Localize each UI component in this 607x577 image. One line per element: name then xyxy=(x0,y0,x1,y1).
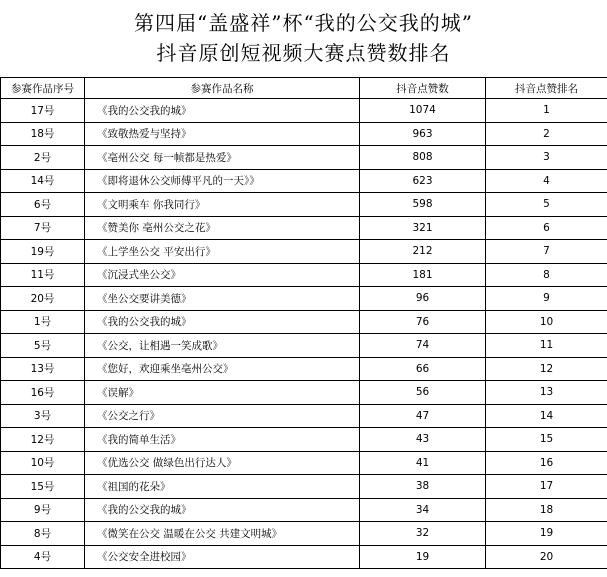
table-row xyxy=(1,99,607,123)
entry-number-cell: 11号 xyxy=(1,263,85,287)
entry-name-cell: 《微笑在公交 温暖在公交 共建文明城》 xyxy=(85,522,360,546)
title-line-1: 第四届“盖盛祥”杯“我的公交我的城” xyxy=(134,11,473,35)
likes-cell: 212 xyxy=(360,240,486,264)
table-row xyxy=(1,545,607,569)
rank-cell: 4 xyxy=(486,169,607,193)
table-header-row xyxy=(1,78,607,99)
entry-name-cell: 《误解》 xyxy=(85,381,360,405)
ranking-table xyxy=(0,77,607,569)
entry-name-cell: 《即将退休公交师傅平凡的一天》》 xyxy=(85,169,360,193)
likes-cell: 76 xyxy=(360,310,486,334)
likes-cell: 74 xyxy=(360,334,486,358)
table-row xyxy=(1,451,607,475)
likes-cell: 66 xyxy=(360,357,486,381)
likes-cell: 41 xyxy=(360,451,486,475)
entry-number-cell: 20号 xyxy=(1,287,85,311)
header-rank: 抖音点赞排名 xyxy=(486,78,607,99)
rank-cell: 18 xyxy=(486,498,607,522)
likes-cell: 56 xyxy=(360,381,486,405)
entry-number-cell: 6号 xyxy=(1,193,85,217)
likes-cell: 32 xyxy=(360,522,486,546)
entry-name-cell: 《我的简单生活》 xyxy=(85,428,360,452)
table-row xyxy=(1,193,607,217)
rank-cell: 14 xyxy=(486,404,607,428)
entry-name-cell: 《赞美你 亳州公交之花》 xyxy=(85,216,360,240)
header-entry-number: 参赛作品序号 xyxy=(1,78,85,99)
rank-cell: 17 xyxy=(486,475,607,499)
rank-cell: 15 xyxy=(486,428,607,452)
table-row xyxy=(1,216,607,240)
rank-cell: 10 xyxy=(486,310,607,334)
rank-cell: 8 xyxy=(486,263,607,287)
entry-number-cell: 7号 xyxy=(1,216,85,240)
entry-number-cell: 18号 xyxy=(1,122,85,146)
table-row xyxy=(1,357,607,381)
table-row xyxy=(1,287,607,311)
entry-name-cell: 《我的公交我的城》 xyxy=(85,498,360,522)
entry-name-cell: 《亳州公交 每一帧都是热爱》 xyxy=(85,146,360,170)
entry-name-cell: 《公交，让相遇一笑成歌》 xyxy=(85,334,360,358)
likes-cell: 808 xyxy=(360,146,486,170)
table-row xyxy=(1,428,607,452)
entry-number-cell: 10号 xyxy=(1,451,85,475)
table-row xyxy=(1,240,607,264)
entry-number-cell: 14号 xyxy=(1,169,85,193)
entry-name-cell: 《坐公交要讲美德》 xyxy=(85,287,360,311)
entry-name-cell: 《沉浸式坐公交》 xyxy=(85,263,360,287)
rank-cell: 2 xyxy=(486,122,607,146)
entry-number-cell: 12号 xyxy=(1,428,85,452)
entry-number-cell: 13号 xyxy=(1,357,85,381)
entry-name-cell: 《优选公交 做绿色出行达人》 xyxy=(85,451,360,475)
entry-name-cell: 《我的公交我的城》 xyxy=(85,99,360,123)
rank-cell: 1 xyxy=(486,99,607,123)
rank-cell: 13 xyxy=(486,381,607,405)
table-row xyxy=(1,263,607,287)
entry-number-cell: 17号 xyxy=(1,99,85,123)
likes-cell: 963 xyxy=(360,122,486,146)
rank-cell: 19 xyxy=(486,522,607,546)
rank-cell: 11 xyxy=(486,334,607,358)
likes-cell: 34 xyxy=(360,498,486,522)
entry-name-cell: 《公交安全进校园》 xyxy=(85,545,360,569)
table-row xyxy=(1,404,607,428)
title-line-2: 抖音原创短视频大赛点赞数排名 xyxy=(156,41,451,65)
entry-number-cell: 9号 xyxy=(1,498,85,522)
table-row xyxy=(1,522,607,546)
likes-cell: 38 xyxy=(360,475,486,499)
likes-cell: 19 xyxy=(360,545,486,569)
table-row xyxy=(1,381,607,405)
likes-cell: 1074 xyxy=(360,99,486,123)
entry-number-cell: 19号 xyxy=(1,240,85,264)
table-row xyxy=(1,498,607,522)
rank-cell: 16 xyxy=(486,451,607,475)
rank-cell: 5 xyxy=(486,193,607,217)
entry-name-cell: 《上学坐公交 平安出行》 xyxy=(85,240,360,264)
table-row xyxy=(1,334,607,358)
entry-number-cell: 4号 xyxy=(1,545,85,569)
rank-cell: 12 xyxy=(486,357,607,381)
likes-cell: 598 xyxy=(360,193,486,217)
likes-cell: 181 xyxy=(360,263,486,287)
table-row xyxy=(1,475,607,499)
entry-name-cell: 《致敬热爱与坚持》 xyxy=(85,122,360,146)
entry-number-cell: 16号 xyxy=(1,381,85,405)
entry-name-cell: 《文明乘车 你我同行》 xyxy=(85,193,360,217)
rank-cell: 3 xyxy=(486,146,607,170)
likes-cell: 96 xyxy=(360,287,486,311)
page-title xyxy=(0,0,607,77)
entry-number-cell: 2号 xyxy=(1,146,85,170)
likes-cell: 623 xyxy=(360,169,486,193)
entry-number-cell: 8号 xyxy=(1,522,85,546)
table-row xyxy=(1,122,607,146)
table-row xyxy=(1,146,607,170)
entry-number-cell: 1号 xyxy=(1,310,85,334)
entry-name-cell: 《我的公交我的城》 xyxy=(85,310,360,334)
entry-name-cell: 《您好，欢迎乘坐亳州公交》 xyxy=(85,357,360,381)
header-likes: 抖音点赞数 xyxy=(360,78,486,99)
entry-name-cell: 《公交之行》 xyxy=(85,404,360,428)
entry-number-cell: 3号 xyxy=(1,404,85,428)
header-entry-name: 参赛作品名称 xyxy=(85,78,360,99)
entry-number-cell: 5号 xyxy=(1,334,85,358)
entry-name-cell: 《祖国的花朵》 xyxy=(85,475,360,499)
likes-cell: 321 xyxy=(360,216,486,240)
likes-cell: 43 xyxy=(360,428,486,452)
table-row xyxy=(1,169,607,193)
rank-cell: 20 xyxy=(486,545,607,569)
rank-cell: 6 xyxy=(486,216,607,240)
entry-number-cell: 15号 xyxy=(1,475,85,499)
table-row xyxy=(1,310,607,334)
rank-cell: 9 xyxy=(486,287,607,311)
rank-cell: 7 xyxy=(486,240,607,264)
likes-cell: 47 xyxy=(360,404,486,428)
